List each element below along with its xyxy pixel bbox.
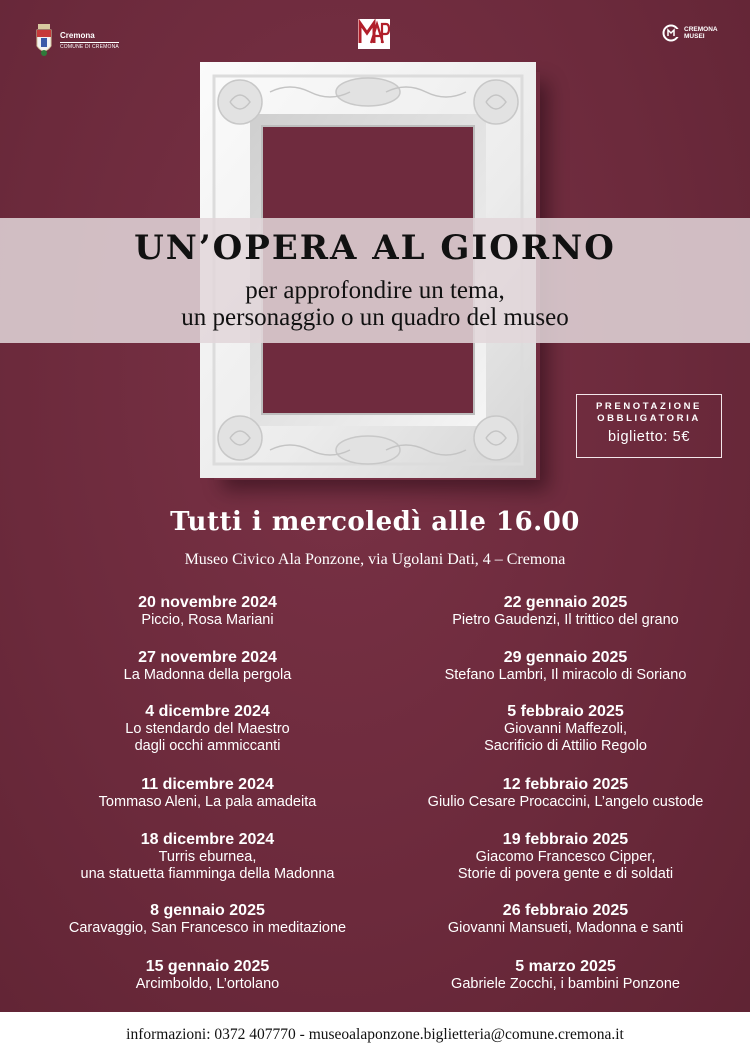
musei-logo-line1: CREMONA [684,25,718,33]
event-item [35,648,380,684]
event-title-line-2: dagli occhi ammiccanti [134,738,281,754]
event-title-line-2: Sacrificio di Attilio Regolo [484,738,647,754]
schedule-time: Tutti i mercoledì alle 16.00 [170,507,580,537]
event-title: La Madonna della pergola [123,667,292,683]
event-title: Tommaso Aleni, La pala amadeita [98,794,317,810]
event-item [388,702,743,755]
event-title: Pietro Gaudenzi, Il trittico del grano [452,612,679,628]
event-title-line-2: una statuetta fiamminga della Madonna [80,866,335,882]
event-title: Giacomo Francesco Cipper, [475,849,656,865]
event-item [388,775,743,811]
event-date: 22 gennaio 2025 [503,594,628,611]
musei-logo-line2: MUSEI [684,33,705,40]
museum-ala-ponzone-logo-icon [358,19,390,49]
event-item [35,830,380,883]
event-item [388,593,743,629]
event-title-line-2: Storie di povera gente e di soldati [457,866,674,882]
subtitle-line-2: un personaggio o un quadro del museo [181,304,569,331]
event-date: 12 febbraio 2025 [502,776,629,793]
event-item [35,775,380,811]
event-item [388,648,743,684]
event-date: 8 gennaio 2025 [150,902,265,919]
event-title: Lo stendardo del Maestro [125,721,290,737]
museum-logo [358,19,390,49]
event-date: 29 gennaio 2025 [503,649,628,666]
event-date: 11 dicembre 2024 [141,776,274,793]
event-date: 5 febbraio 2025 [507,703,624,720]
event-title: Turris eburnea, [158,849,257,865]
event-date: 26 febbraio 2025 [502,902,629,919]
booking-box [576,394,722,458]
event-title: Giovanni Maffezoli, [503,721,628,737]
poster-subtitle [0,277,750,331]
event-item [35,901,380,937]
event-title: Giovanni Mansueti, Madonna e santi [447,920,684,936]
event-date: 18 dicembre 2024 [140,831,275,848]
event-title: Arcimboldo, L’ortolano [135,976,280,992]
comune-logo-name: Cremona [60,32,119,42]
cremona-musei-logo [662,24,718,42]
cremona-musei-logo-icon [662,24,680,42]
comune-logo-sub: COMUNE DI CREMONA [60,43,119,50]
event-title: Piccio, Rosa Mariani [141,612,274,628]
subtitle-line-1: per approfondire un tema, [245,277,505,304]
event-title: Stefano Lambri, Il miracolo di Soriano [444,667,687,683]
event-item [35,957,380,993]
ticket-price: biglietto: 5€ [608,428,690,445]
event-item [388,830,743,883]
event-item [35,702,380,755]
footer-info: informazioni: 0372 407770 - museoalaponzone.biglietteria@comune.cremona.it [126,1026,624,1043]
event-date: 27 novembre 2024 [138,649,277,666]
event-date: 15 gennaio 2025 [145,958,270,975]
schedule-location: Museo Civico Ala Ponzone, via Ugolani Dati, 4 – Cremona [184,551,566,568]
event-date: 19 febbraio 2025 [502,831,629,848]
booking-line-1: PRENOTAZIONE [596,401,702,412]
booking-line-2: OBBLIGATORIA [597,412,701,424]
event-item [388,957,743,993]
event-title: Gabriele Zocchi, i bambini Ponzone [451,976,680,992]
poster-title: UN’OPERA AL GIORNO [134,228,616,268]
city-crest-icon [34,24,54,58]
event-title: Giulio Cesare Procaccini, L’angelo custode [427,794,704,810]
event-title: Caravaggio, San Francesco in meditazione [68,920,347,936]
event-item [388,901,743,937]
comune-cremona-logo [34,24,119,58]
event-date: 5 marzo 2025 [515,958,616,975]
event-date: 20 novembre 2024 [138,594,277,611]
event-date: 4 dicembre 2024 [145,703,270,720]
event-item [35,593,380,629]
